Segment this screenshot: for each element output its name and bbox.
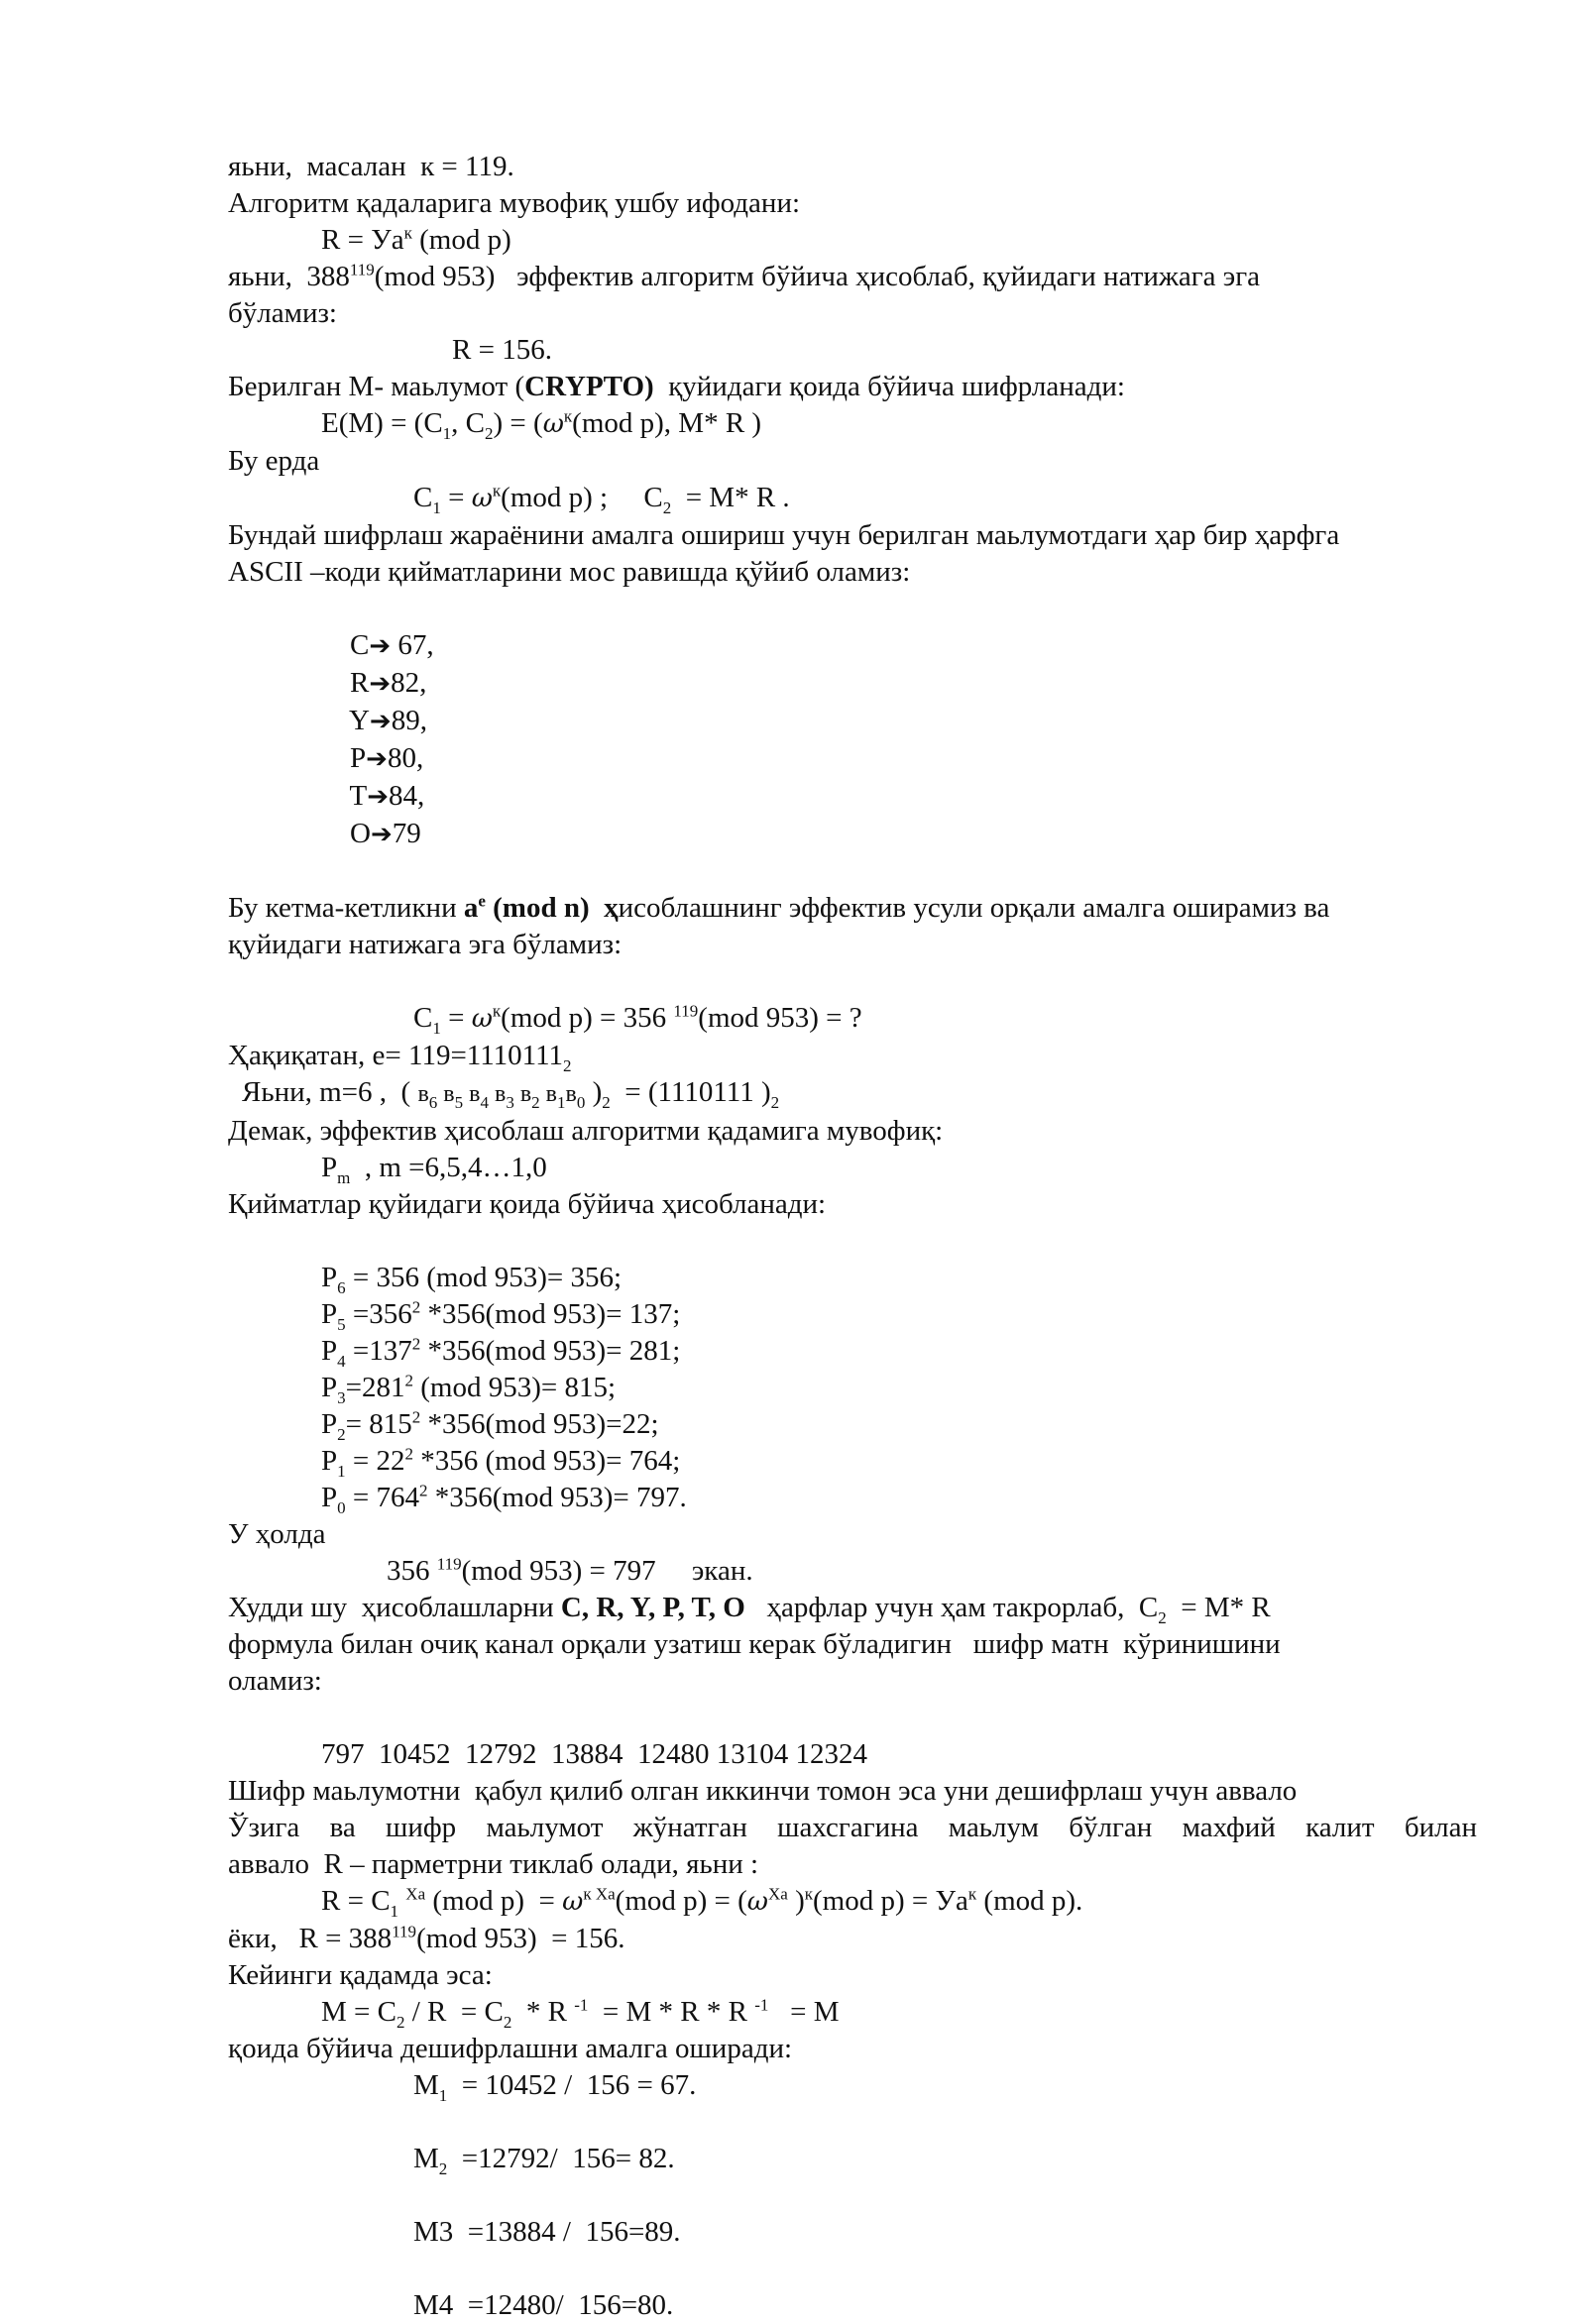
formula-line: $R = C_1$ $^{Xa}$ (mod $p) = \omega^{к Xa}(mod$ $p) = (\omega^{Xa}$ )$^к$(mod $p) = Уа^к$ (mod p). (321, 1884, 1083, 1921)
formula-line: $P_3=281^2$ (mod 953)= 815; (321, 1371, 617, 1407)
arrow-right-icon: ➔ (369, 707, 392, 736)
formula-line: $P_1 = 22^2$ *356 (mod 953)= 764; (321, 1444, 681, 1481)
ascii-map-item: P➔80, (350, 742, 424, 774)
text-line: Ўзига ва шифр маьлумот жўнатган шахсгагина маьлум бўлган махфий калит билан (228, 1812, 1477, 1843)
blank-line (228, 2177, 1477, 2214)
text-line: Бу кетма-кетликни $a^e$ (mod n) ҳисоблашнинг эффектив усули орқали амалга оширамиз ва (228, 891, 1330, 924)
arrow-right-icon: ➔ (369, 631, 392, 661)
formula-line: $P_4 =137^2$ *356(mod 953)= 281; (321, 1334, 681, 1371)
text-line: Шифр маьлумотни қабул қилиб олган иккинчи томон эса уни дешифрлаш учун аввало (228, 1775, 1298, 1807)
text-line: Яьни, m=6 , ( $в_6$ $в_5$ $в_4$ $в_3$ $в_2$ $в_1в_0$ )$_2 = (1110111$ )$_2$ (242, 1076, 780, 1112)
blank-line (228, 2104, 1477, 2141)
formula-line: M4 =12480/ 156=80. (413, 2289, 674, 2321)
formula-line: $M_2 =12792/$ 156= 82. (413, 2143, 675, 2178)
text-line: қуйидаги натижага эга бўламиз: (228, 929, 623, 960)
formula-line: $P_m$ , m =6,5,4…1,0 (321, 1152, 547, 1187)
text-line: Бу ерда (228, 445, 320, 477)
formula-line: $M = C_2 / R = C_2 * R$ $^{-1}$ = M * R * R $^{-1}$ = M (321, 1995, 840, 2032)
text-line: ёки, $R = 388^{119}(mod$ 953) = 156. (228, 1922, 625, 1954)
text-line: Демак, эффектив ҳисоблаш алгоритми қадамига мувофиқ: (228, 1115, 944, 1147)
text-line: Кейинги қадамда эса: (228, 1959, 493, 1991)
ascii-map-line (228, 591, 1477, 890)
blank-line (228, 1700, 1477, 1736)
arrow-right-icon: ➔ (370, 820, 393, 849)
text-line: Қийматлар қуйидаги қоида бўйича ҳисобланади: (228, 1188, 827, 1220)
blank-line (228, 963, 1477, 1000)
text-line: яьни, $388^{119}(mod$ 953) эффектив алгоритм бўйича ҳисоблаб, қуйидаги натижага эга (228, 260, 1260, 292)
text-line: Худди шу ҳисоблашларни C, R, Y, P, T, O ҳарфлар учун ҳам такрорлаб, $C_2 = M*$ R (228, 1592, 1271, 1627)
ascii-map-item: Y➔89, (348, 705, 427, 736)
text-line: яьни, масалан к = 119. (228, 151, 514, 182)
text-line: қоида бўйича дешифрлашни амалга оширади: (228, 2033, 793, 2064)
arrow-right-icon: ➔ (369, 669, 392, 699)
formula-line: $P_6 = 356$ (mod 953)= 356; (321, 1262, 623, 1297)
omega-symbol: ω (542, 409, 564, 439)
blank-line (228, 2251, 1477, 2287)
ascii-map-item: C➔ 67, (350, 629, 434, 661)
ascii-map-item: R➔82, (350, 667, 427, 699)
formula-line: $P_0 = 764^2$ *356(mod 953)= 797. (321, 1481, 687, 1517)
text-line: Бундай шифрлаш жараёнини амалга ошириш учун берилган маьлумотдаги ҳар бир ҳарфга (228, 519, 1340, 551)
formula-line: $C_1 = \omega^к(mod$ p) ; $C_2 = M*$ R . (413, 481, 790, 517)
text-line: Ҳақиқатан, $e= 119=1110111_2$ (228, 1040, 572, 1075)
formula-line: $E(M) = (C_1$, $C_2) = (\omega^к(mod$ p), M* R ) (321, 406, 762, 443)
text-line: Берилган М- маьлумот (CRYPTO) қуйидаги қоида бўйича шифрланади: (228, 371, 1125, 402)
formula-line: $P_5 =356^2$ *356(mod 953)= 137; (321, 1297, 681, 1334)
ascii-map-item: T➔84, (349, 780, 425, 812)
omega-symbol: ω (746, 1887, 768, 1917)
formula-line: $R = Уа^к$ (mod p) (321, 223, 511, 256)
formula-line: $P_2= 815^2$ *356(mod 953)=22; (321, 1407, 659, 1444)
ascii-map-item: O➔79 (350, 818, 421, 849)
text-line: аввало R – парметрни тиклаб олади, яьни : (228, 1848, 759, 1880)
omega-symbol: ω (471, 484, 493, 513)
text-line: оламиз: (228, 1665, 322, 1697)
formula-line: M3 =13884 / 156=89. (413, 2216, 681, 2248)
arrow-right-icon: ➔ (367, 782, 389, 812)
formula-line: R = 156. (452, 334, 552, 366)
document-page (228, 149, 1477, 2324)
formula-line: $C_1 = \omega^к(mod$ p) = 356 $^{119}$(mod 953) = ? (413, 1001, 862, 1038)
blank-line (228, 1223, 1477, 1260)
text-line: У ҳолда (228, 1518, 326, 1550)
omega-symbol: ω (562, 1887, 584, 1917)
text-line: Алгоритм қадаларига мувофиқ ушбу ифодани: (228, 187, 801, 219)
formula-line: 356 $^{119}$(mod 953) = 797 экан. (387, 1554, 753, 1587)
cipher-text-line: 797 10452 12792 13884 12480 13104 12324 (321, 1738, 867, 1770)
text-line: ASCII –коди қийматларини мос равишда қўйиб оламиз: (228, 556, 911, 588)
arrow-right-icon: ➔ (366, 744, 388, 774)
text-line: бўламиз: (228, 297, 337, 329)
formula-line: $M_1 = 10452 / 156 = 67$. (413, 2069, 697, 2105)
omega-symbol: ω (471, 1004, 493, 1034)
text-line: формула билан очиқ канал орқали узатиш керак бўладигин шифр матн кўринишини (228, 1628, 1281, 1660)
